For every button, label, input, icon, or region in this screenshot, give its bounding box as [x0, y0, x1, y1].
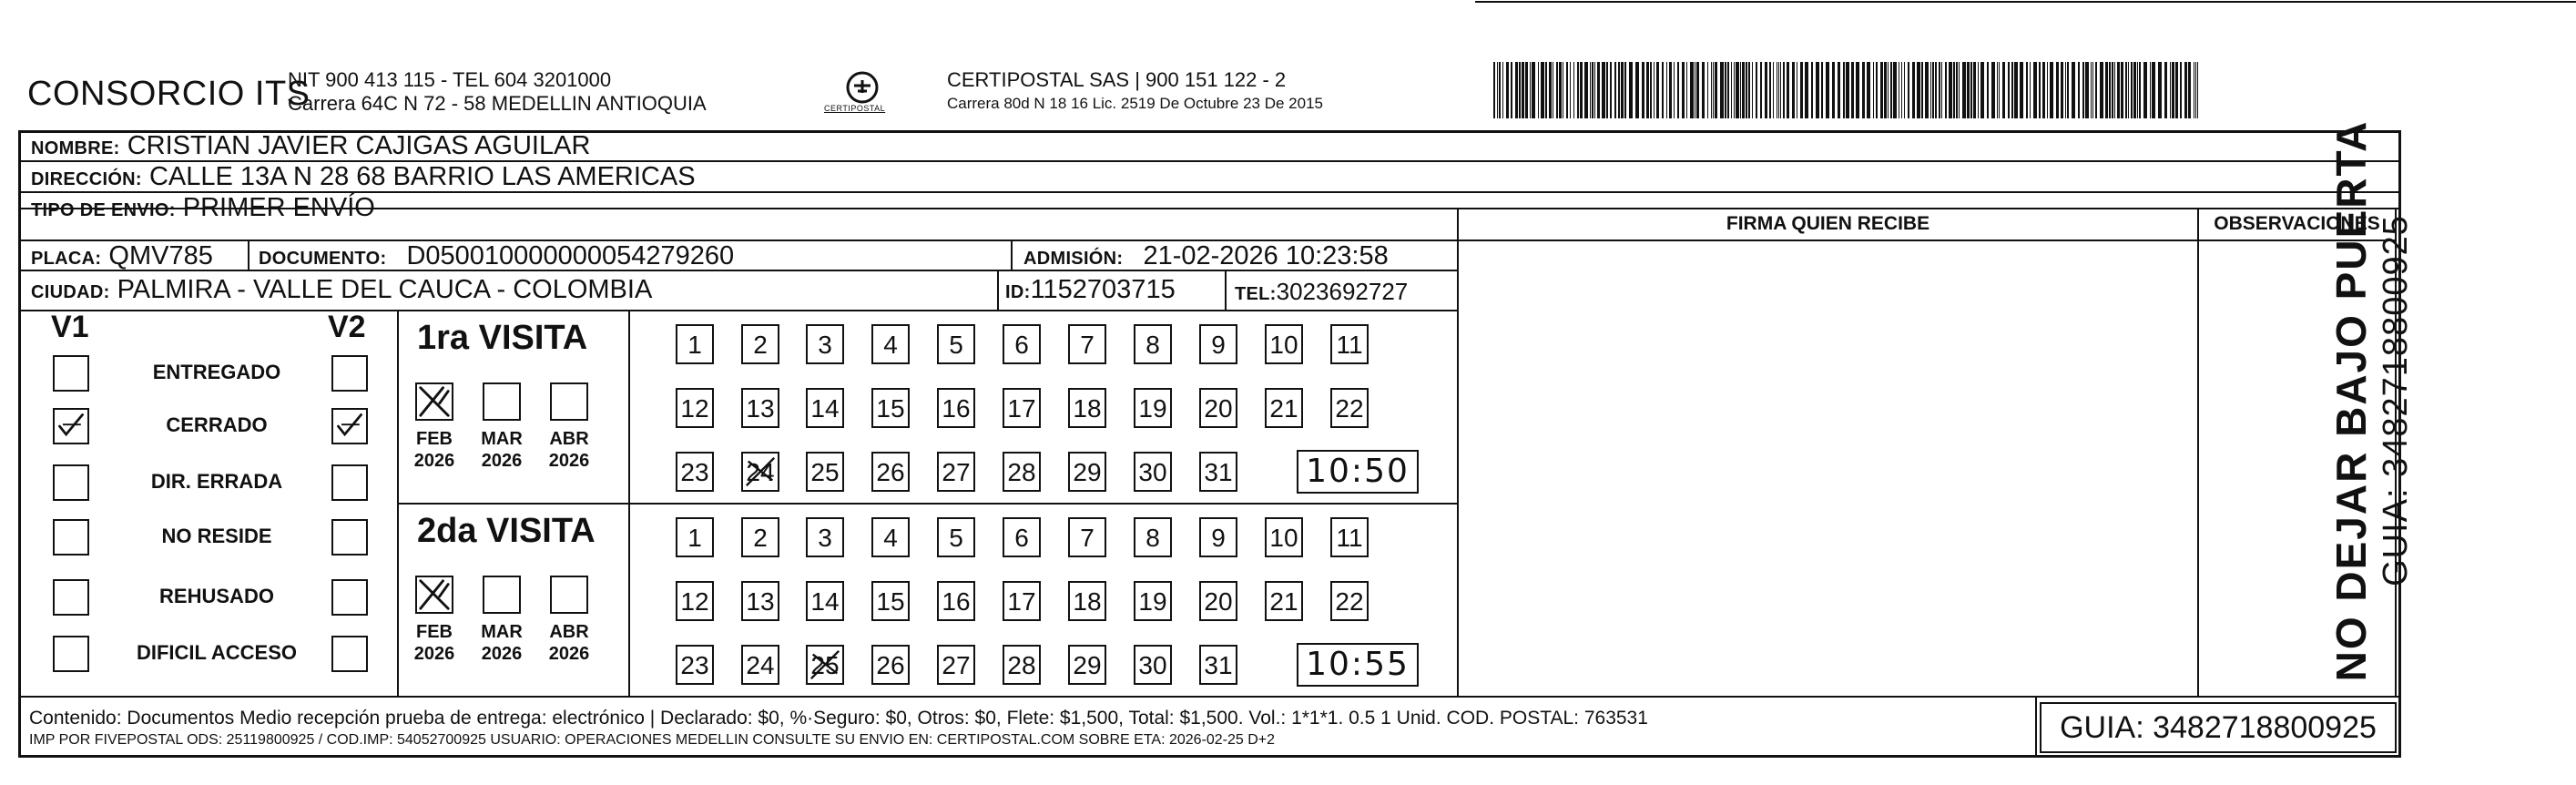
- day-number: 31: [1204, 651, 1233, 679]
- day-box[interactable]: [741, 388, 779, 428]
- day-number: 16: [942, 394, 971, 423]
- day-number: 14: [810, 394, 840, 423]
- day-number: 30: [1138, 458, 1167, 486]
- col-divider: [1225, 270, 1227, 310]
- col-divider: [2197, 208, 2199, 696]
- day-number: 25: [810, 651, 840, 679]
- day-number: 7: [1080, 524, 1095, 552]
- courier-name-line: CERTIPOSTAL SAS | 900 151 122 - 2: [947, 68, 1287, 91]
- nombre-row: [31, 130, 590, 164]
- month-label: [407, 428, 462, 472]
- company-name: CONSORCIO ITS: [27, 75, 311, 113]
- visit-time: 10:50: [1297, 450, 1419, 494]
- month-year: 2026: [413, 451, 455, 471]
- day-box[interactable]: [1068, 581, 1106, 621]
- month-name: ABR: [549, 622, 589, 642]
- v1-checkbox[interactable]: [53, 519, 89, 556]
- day-number: 9: [1211, 524, 1226, 552]
- month-checkbox[interactable]: [550, 576, 588, 614]
- day-box[interactable]: [1265, 517, 1303, 557]
- day-box[interactable]: [1199, 452, 1237, 492]
- month-name: FEB: [416, 622, 453, 642]
- documento-label: DOCUMENTO:: [259, 249, 387, 269]
- footer-print-line: IMP POR FIVEPOSTAL ODS: 25119800925 / COD.IMP: 54052700925 USUARIO: OPERACIONES MEDELLIN CONSULTE SU ENVIO EN: CERTIPOSTAL.COM SOBRE ETA: 2026-02-25 D+2: [29, 732, 1276, 748]
- day-box[interactable]: [937, 645, 975, 685]
- day-box[interactable]: [1265, 581, 1303, 621]
- day-number: 28: [1007, 458, 1036, 486]
- barcode-icon: [1493, 62, 2199, 118]
- day-box[interactable]: [1003, 324, 1041, 364]
- day-number: 13: [746, 394, 775, 423]
- day-box[interactable]: [1330, 517, 1369, 557]
- day-box[interactable]: [1068, 388, 1106, 428]
- day-box[interactable]: [937, 388, 975, 428]
- day-number: 23: [680, 458, 709, 486]
- day-number: 27: [942, 651, 971, 679]
- day-number: 8: [1145, 524, 1160, 552]
- day-box[interactable]: [1003, 452, 1041, 492]
- day-box[interactable]: [1003, 517, 1041, 557]
- month-label: [474, 428, 529, 472]
- month-checkbox[interactable]: [415, 382, 453, 421]
- ciudad-label: CIUDAD:: [31, 282, 110, 302]
- day-box[interactable]: [1003, 581, 1041, 621]
- firma-header: FIRMA QUIEN RECIBE: [1726, 213, 1930, 234]
- day-box[interactable]: [871, 324, 910, 364]
- day-box[interactable]: [1068, 324, 1106, 364]
- day-box[interactable]: [1199, 645, 1237, 685]
- direccion-value: CALLE 13A N 28 68 BARRIO LAS AMERICAS: [148, 162, 696, 191]
- tipo-value: PRIMER ENVÍO: [182, 193, 375, 222]
- day-number: 20: [1204, 587, 1233, 616]
- day-box[interactable]: [937, 324, 975, 364]
- day-number: 29: [1073, 458, 1102, 486]
- day-box[interactable]: [806, 581, 844, 621]
- v2-checkbox[interactable]: [331, 464, 368, 501]
- col-divider: [628, 310, 630, 696]
- col-divider: [397, 310, 399, 696]
- direccion-label: DIRECCIÓN:: [31, 169, 142, 189]
- day-number: 26: [876, 458, 905, 486]
- day-number: 10: [1269, 524, 1298, 552]
- day-number: 22: [1335, 394, 1364, 423]
- col-divider: [2035, 696, 2037, 756]
- day-box[interactable]: [1068, 645, 1106, 685]
- day-number: 11: [1336, 524, 1363, 552]
- logo-caption: CERTIPOSTAL: [824, 104, 886, 113]
- day-box[interactable]: [1199, 388, 1237, 428]
- day-box[interactable]: [871, 645, 910, 685]
- top-border-line: [0, 0, 2576, 11]
- day-number: 15: [876, 394, 905, 423]
- day-number: 19: [1138, 587, 1167, 616]
- month-label: [542, 428, 596, 472]
- row-divider: [18, 696, 2401, 698]
- day-number: 10: [1269, 331, 1298, 359]
- row-divider: [1457, 240, 2397, 241]
- day-box[interactable]: [741, 581, 779, 621]
- month-name: FEB: [416, 429, 453, 449]
- day-box[interactable]: [1199, 581, 1237, 621]
- day-number: 13: [746, 587, 775, 616]
- day-number: 3: [818, 331, 832, 359]
- side-warning: NO DEJAR BAJO PUERTA: [2327, 119, 2375, 682]
- col-divider: [1457, 208, 1459, 696]
- placa-value: QMV785: [108, 241, 213, 270]
- day-number: 25: [810, 458, 840, 486]
- day-number: 22: [1335, 587, 1364, 616]
- day-box[interactable]: [676, 452, 714, 492]
- documento-value: D050010000000054279260: [406, 241, 735, 270]
- day-box[interactable]: [1068, 517, 1106, 557]
- day-box[interactable]: [676, 388, 714, 428]
- company-address-line: Carrera 64C N 72 - 58 MEDELLIN ANTIOQUIA: [288, 92, 707, 115]
- v1-checkbox[interactable]: [53, 636, 89, 672]
- day-number: 21: [1269, 587, 1298, 616]
- day-number: 3: [818, 524, 832, 552]
- courier-license-line: Carrera 80d N 18 16 Lic. 2519 De Octubre 23 De 2015: [947, 95, 1323, 112]
- day-box[interactable]: [1330, 581, 1369, 621]
- status-reason-label: REHUSADO: [159, 585, 274, 607]
- day-box[interactable]: [871, 452, 910, 492]
- day-box[interactable]: [1330, 324, 1369, 364]
- guia-box: GUIA: 3482718800925: [2040, 702, 2397, 753]
- day-box[interactable]: [1134, 645, 1172, 685]
- month-checkbox[interactable]: [483, 576, 521, 614]
- month-year: 2026: [413, 644, 455, 664]
- v1-checkbox[interactable]: [53, 408, 89, 444]
- id-field: [1005, 274, 1176, 308]
- day-number: 2: [753, 524, 768, 552]
- day-number: 24: [746, 458, 775, 486]
- visit-time: 10:55: [1297, 643, 1419, 687]
- day-number: 18: [1073, 394, 1102, 423]
- month-checkbox[interactable]: [483, 382, 521, 421]
- v1-header: V1: [51, 310, 89, 344]
- month-name: MAR: [481, 429, 523, 449]
- day-box[interactable]: [741, 645, 779, 685]
- day-number: 5: [949, 524, 963, 552]
- day-box[interactable]: [871, 581, 910, 621]
- day-number: 1: [687, 524, 702, 552]
- day-number: 4: [883, 524, 898, 552]
- day-box[interactable]: [1265, 324, 1303, 364]
- v2-checkbox[interactable]: [331, 636, 368, 672]
- tipo-label: TIPO DE ENVIO:: [31, 200, 176, 220]
- side-guia: GUIA: 3482718800925: [2377, 215, 2415, 586]
- ciudad-field: [31, 274, 652, 308]
- status-reason-label: DIFICIL ACCESO: [136, 641, 297, 664]
- day-box[interactable]: [871, 517, 910, 557]
- day-number: 28: [1007, 651, 1036, 679]
- tel-label: TEL:: [1235, 284, 1277, 304]
- admision-value: 21-02-2026 10:23:58: [1143, 241, 1389, 270]
- day-box[interactable]: [937, 581, 975, 621]
- day-box[interactable]: [1003, 388, 1041, 428]
- placa-label: PLACA:: [31, 249, 102, 269]
- day-number: 31: [1204, 458, 1233, 486]
- day-number: 8: [1145, 331, 1160, 359]
- day-number: 29: [1073, 651, 1102, 679]
- col-divider: [997, 270, 999, 310]
- day-box[interactable]: [741, 452, 779, 492]
- day-box[interactable]: [1265, 388, 1303, 428]
- day-number: 18: [1073, 587, 1102, 616]
- month-label: [407, 621, 462, 665]
- day-number: 27: [942, 458, 971, 486]
- day-number: 15: [876, 587, 905, 616]
- day-box[interactable]: [676, 517, 714, 557]
- day-box[interactable]: [871, 388, 910, 428]
- day-box[interactable]: [1199, 324, 1237, 364]
- day-box[interactable]: [1330, 388, 1369, 428]
- day-number: 17: [1007, 587, 1036, 616]
- day-number: 24: [746, 651, 775, 679]
- day-number: 7: [1080, 331, 1095, 359]
- day-number: 12: [680, 394, 709, 423]
- day-box[interactable]: [806, 517, 844, 557]
- footer-contents-line: Contenido: Documentos Medio recepción prueba de entrega: electrónico | Declarado: $0, %·Seguro: $0, Otros: $0, Flete: $1,500, Total: $1,500. Vol.: 1*1*1. 0.5 1 Unid. COD. POSTAL: 763531: [29, 708, 1648, 729]
- month-name: ABR: [549, 429, 589, 449]
- day-number: 1: [687, 331, 702, 359]
- day-box[interactable]: [806, 324, 844, 364]
- id-label: ID:: [1005, 282, 1031, 302]
- day-number: 4: [883, 331, 898, 359]
- day-box[interactable]: [676, 645, 714, 685]
- day-number: 23: [680, 651, 709, 679]
- side-vertical-text: [2327, 73, 2481, 729]
- v1-checkbox[interactable]: [53, 355, 89, 392]
- row-divider: [397, 503, 1457, 505]
- day-number: 19: [1138, 394, 1167, 423]
- day-number: 20: [1204, 394, 1233, 423]
- nombre-label: NOMBRE:: [31, 138, 120, 158]
- day-number: 17: [1007, 394, 1036, 423]
- day-box[interactable]: [806, 645, 844, 685]
- day-number: 16: [942, 587, 971, 616]
- placa-field: [31, 240, 213, 274]
- v2-checkbox[interactable]: [331, 579, 368, 616]
- admision-field: [1023, 240, 1389, 274]
- day-number: 6: [1014, 331, 1029, 359]
- col-divider: [1011, 240, 1013, 270]
- day-box[interactable]: [806, 388, 844, 428]
- day-box[interactable]: [937, 517, 975, 557]
- direccion-row: [31, 161, 696, 195]
- day-number: 21: [1269, 394, 1298, 423]
- v2-checkbox[interactable]: [331, 519, 368, 556]
- certipostal-logo-icon: [830, 64, 894, 127]
- tipo-row: [31, 192, 375, 226]
- month-checkbox[interactable]: [415, 576, 453, 614]
- v2-header: V2: [328, 310, 366, 344]
- day-box[interactable]: [937, 452, 975, 492]
- day-number: 2: [753, 331, 768, 359]
- month-year: 2026: [481, 644, 523, 664]
- month-name: MAR: [481, 622, 523, 642]
- day-number: 11: [1336, 331, 1363, 359]
- nombre-value: CRISTIAN JAVIER CAJIGAS AGUILAR: [127, 131, 591, 160]
- day-number: 5: [949, 331, 963, 359]
- day-box[interactable]: [1134, 452, 1172, 492]
- day-number: 9: [1211, 331, 1226, 359]
- month-year: 2026: [481, 451, 523, 471]
- day-number: 14: [810, 587, 840, 616]
- visit-title: 2da VISITA: [417, 512, 596, 550]
- month-year: 2026: [548, 451, 590, 471]
- status-reason-label: DIR. ERRADA: [150, 470, 283, 493]
- v2-checkbox[interactable]: [331, 355, 368, 392]
- v1-checkbox[interactable]: [53, 464, 89, 501]
- day-box[interactable]: [1134, 388, 1172, 428]
- status-reason-label: NO RESIDE: [161, 525, 272, 547]
- day-number: 30: [1138, 651, 1167, 679]
- day-box[interactable]: [741, 517, 779, 557]
- v2-checkbox[interactable]: [331, 408, 368, 444]
- day-box[interactable]: [676, 581, 714, 621]
- tel-field: [1235, 276, 1408, 310]
- visit-title: 1ra VISITA: [417, 319, 588, 357]
- ciudad-value: PALMIRA - VALLE DEL CAUCA - COLOMBIA: [117, 275, 653, 304]
- observaciones-header: OBSERVACIONES: [2214, 213, 2380, 234]
- day-box[interactable]: [741, 324, 779, 364]
- day-number: 26: [876, 651, 905, 679]
- day-number: 12: [680, 587, 709, 616]
- day-box[interactable]: [676, 324, 714, 364]
- v1-checkbox[interactable]: [53, 579, 89, 616]
- day-box[interactable]: [1134, 517, 1172, 557]
- row-divider: [18, 310, 1457, 311]
- day-number: 6: [1014, 524, 1029, 552]
- day-box[interactable]: [1003, 645, 1041, 685]
- status-reason-label: ENTREGADO: [152, 361, 281, 383]
- tel-value: 3023692727: [1276, 278, 1409, 305]
- day-box[interactable]: [806, 452, 844, 492]
- documento-field: [259, 240, 734, 274]
- month-label: [542, 621, 596, 665]
- admision-label: ADMISIÓN:: [1023, 249, 1124, 269]
- id-value: 1152703715: [1030, 275, 1176, 304]
- month-checkbox[interactable]: [550, 382, 588, 421]
- month-label: [474, 621, 529, 665]
- day-box[interactable]: [1199, 517, 1237, 557]
- company-info: [288, 68, 707, 116]
- company-nit-line: NIT 900 413 115 - TEL 604 3201000: [288, 68, 612, 91]
- col-divider: [248, 240, 249, 270]
- month-year: 2026: [548, 644, 590, 664]
- courier-info: [947, 68, 1323, 116]
- day-box[interactable]: [1134, 581, 1172, 621]
- day-box[interactable]: [1068, 452, 1106, 492]
- day-box[interactable]: [1134, 324, 1172, 364]
- status-reason-label: CERRADO: [166, 413, 268, 436]
